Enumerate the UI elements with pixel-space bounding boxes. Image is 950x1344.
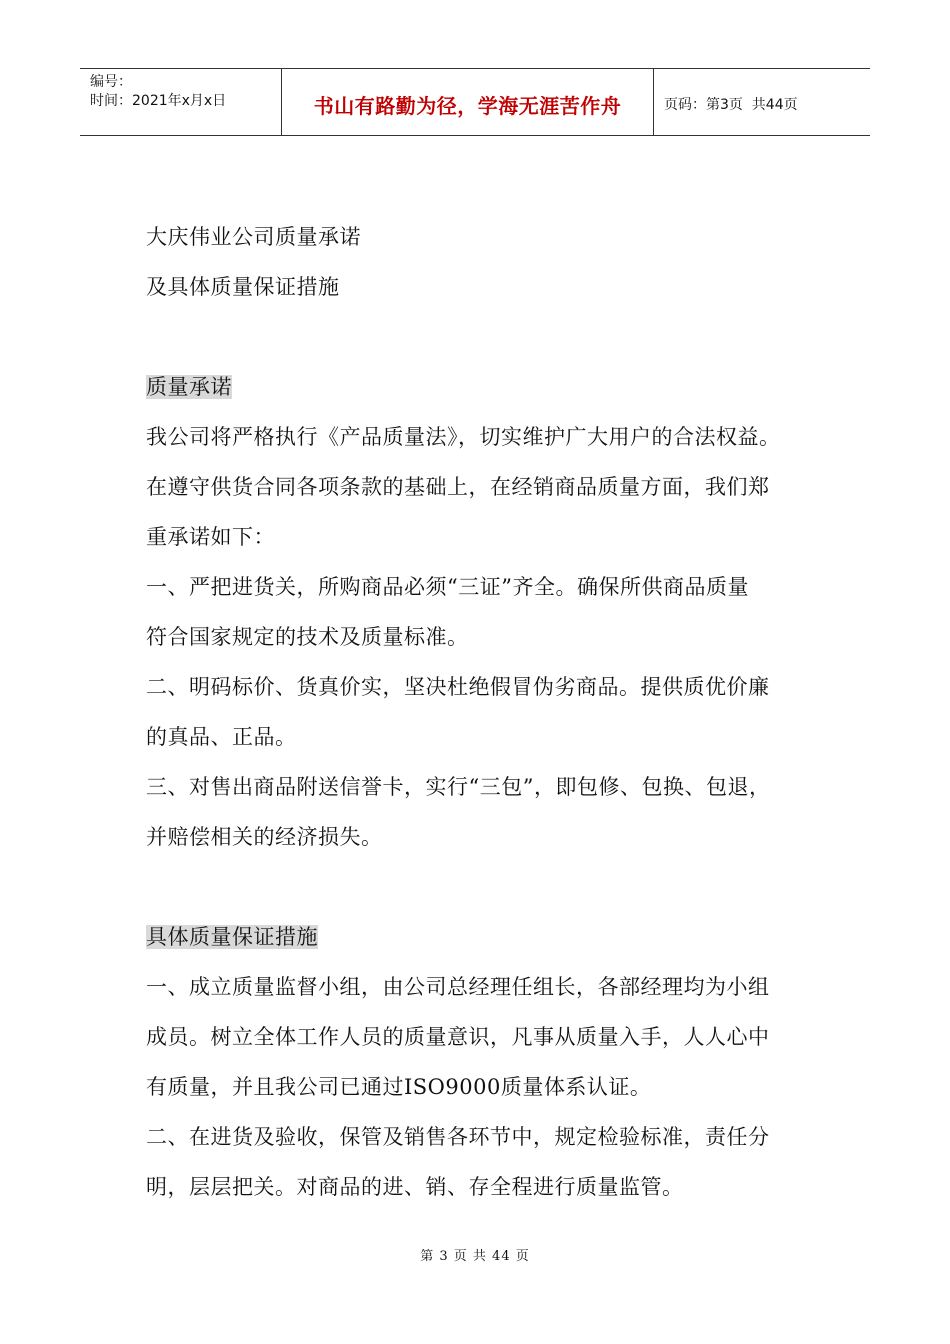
paragraph-line: 符合国家规定的技术及质量标准。 bbox=[146, 625, 469, 649]
paragraph-line: 明，层层把关。对商品的进、销、存全程进行质量监管。 bbox=[146, 1175, 684, 1199]
page-footer bbox=[0, 1245, 950, 1264]
paragraph-line: 重承诺如下： bbox=[146, 525, 275, 549]
footer-page-number: 第 3 页 共 44 页 bbox=[420, 1249, 530, 1264]
doc-title-line1: 大庆伟业公司质量承诺 bbox=[146, 225, 361, 249]
section-heading-measures: 具体质量保证措施 bbox=[146, 925, 318, 949]
page-info: 页码：第3页 共44页 bbox=[664, 97, 798, 113]
spacer bbox=[146, 862, 816, 912]
paragraph-line: 三、对售出商品附送信誉卡，实行“三包”，即包修、包换、包退， bbox=[146, 775, 771, 799]
spacer bbox=[146, 312, 816, 362]
motto-text: 书山有路勤为径，学海无涯苦作舟 bbox=[313, 93, 622, 118]
doc-title-line2: 及具体质量保证措施 bbox=[146, 275, 340, 299]
paragraph-line: 有质量，并且我公司已通过ISO9000质量体系认证。 bbox=[146, 1075, 652, 1099]
paragraph-line: 成员。树立全体工作人员的质量意识，凡事从质量入手，人人心中 bbox=[146, 1025, 770, 1049]
document-body bbox=[146, 212, 816, 1212]
number-label: 编号： bbox=[90, 74, 132, 90]
paragraph-line: 我公司将严格执行《产品质量法》，切实维护广大用户的合法权益。 bbox=[146, 425, 781, 449]
paragraph-line: 在遵守供货合同各项条款的基础上，在经销商品质量方面，我们郑 bbox=[146, 475, 770, 499]
paragraph-line: 二、在进货及验收，保管及销售各环节中，规定检验标准，责任分 bbox=[146, 1125, 770, 1149]
paragraph-line: 一、严把进货关，所购商品必须“三证”齐全。确保所供商品质量 bbox=[146, 575, 749, 599]
header-meta bbox=[80, 69, 282, 135]
page-header bbox=[80, 68, 870, 136]
paragraph-line: 一、成立质量监督小组，由公司总经理任组长，各部经理均为小组 bbox=[146, 975, 770, 999]
section-heading-commitment: 质量承诺 bbox=[146, 375, 232, 399]
paragraph-line: 二、明码标价、货真价实，坚决杜绝假冒伪劣商品。提供质优价廉 bbox=[146, 675, 770, 699]
header-page-cell bbox=[654, 69, 870, 135]
time-label: 时间：2021年x月x日 bbox=[90, 93, 227, 109]
paragraph-line: 的真品、正品。 bbox=[146, 725, 297, 749]
paragraph-line: 并赔偿相关的经济损失。 bbox=[146, 825, 383, 849]
header-motto-cell bbox=[282, 69, 654, 135]
